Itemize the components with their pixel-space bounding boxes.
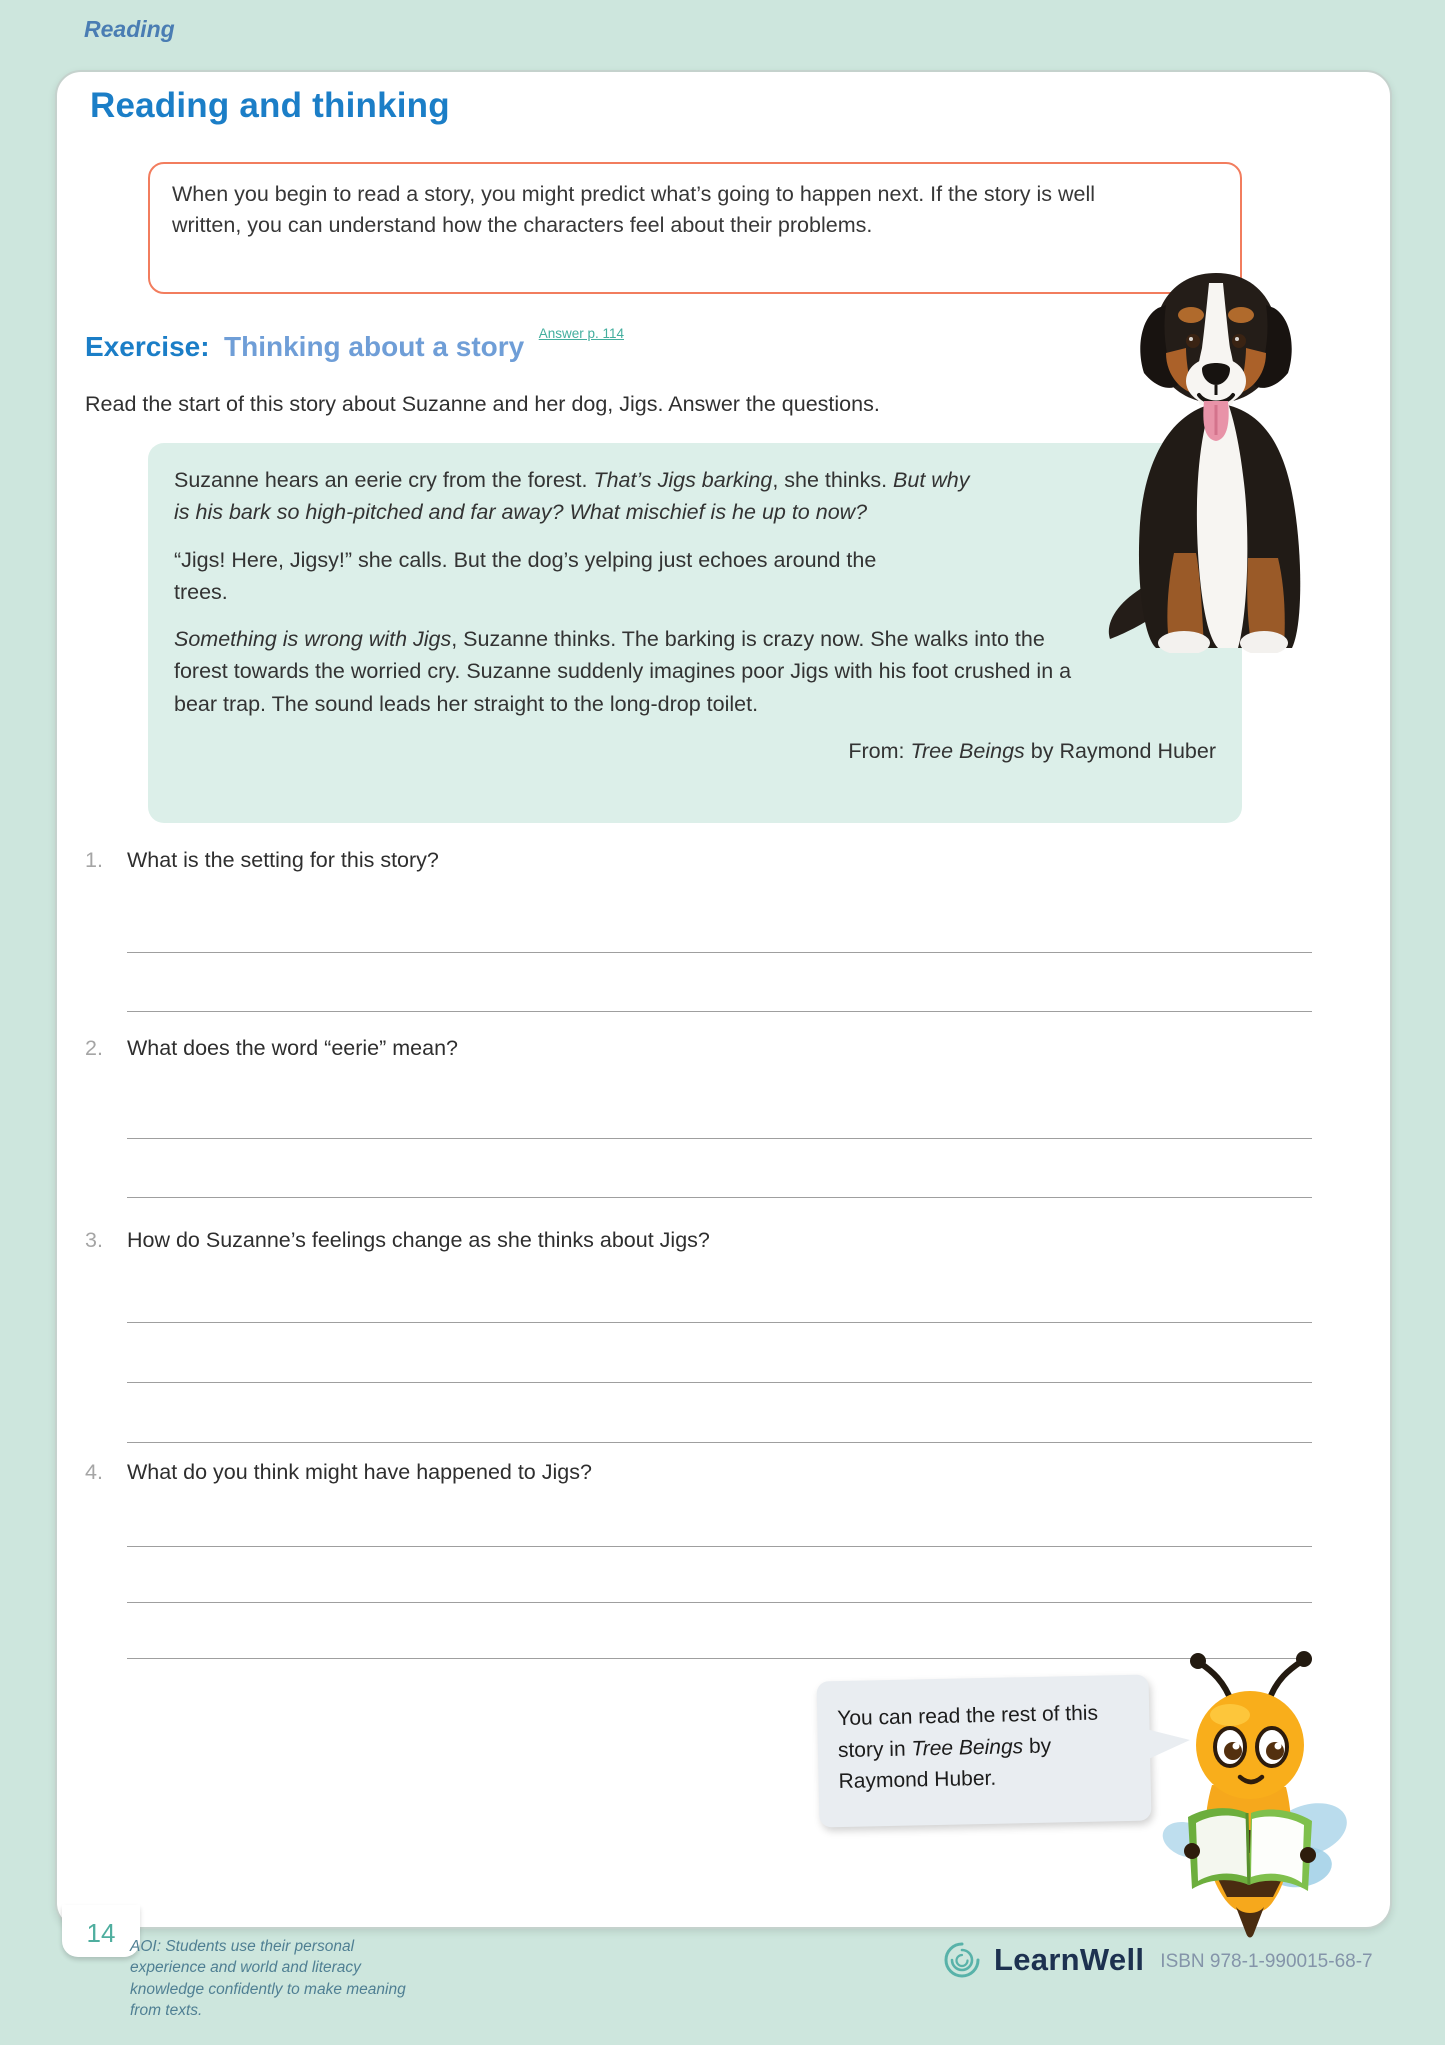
page-number: 14	[86, 1918, 116, 1948]
story-box	[148, 443, 1242, 823]
question-3	[85, 1228, 710, 1253]
exercise-heading	[85, 326, 624, 363]
answer-line	[127, 1382, 1312, 1383]
exercise-label: Exercise:	[85, 331, 210, 362]
learnwell-logo-icon	[942, 1940, 982, 1980]
page-number-tab	[62, 1905, 140, 1957]
story-paragraph: Something is wrong with Jigs, Suzanne thinks. The barking is crazy now. She walks into the forest towards the worried cry. Suzanne suddenly imagines poor Jigs with his foot crushed in a bear trap. The sound leads her straight to the long-drop toilet.	[174, 627, 1072, 716]
speech-bubble	[817, 1675, 1152, 1828]
aoi-statement: AOI: Students use their personal experience and world and literacy knowledge confidently to make meaning from texts.	[130, 1938, 406, 2020]
question-text: What does the word “eerie” mean?	[126, 1036, 459, 1060]
answer-line	[127, 1138, 1312, 1139]
answer-line	[127, 1011, 1312, 1012]
answer-page-link[interactable]: Answer p. 114	[538, 326, 624, 341]
question-text: How do Suzanne’s feelings change as she thinks about Jigs?	[126, 1228, 710, 1252]
answer-line	[127, 1197, 1312, 1198]
bee-mascot-icon	[1150, 1645, 1350, 1945]
question-number: 3.	[85, 1228, 103, 1252]
instruction-text: Read the start of this story about Suzanne and her dog, Jigs. Answer the questions.	[85, 392, 880, 416]
answer-line	[127, 1442, 1312, 1443]
story-attribution: From: Tree Beings by Raymond Huber	[848, 738, 1216, 763]
answer-line	[127, 952, 1312, 953]
question-4	[85, 1460, 592, 1485]
isbn-text: ISBN 978-1-990015-68-7	[1160, 1951, 1373, 1972]
question-text: What do you think might have happened to Jigs?	[126, 1460, 592, 1484]
speech-bubble-text: You can read the rest of this story in Tree Beings by Raymond Huber.	[837, 1701, 1099, 1794]
question-number: 2.	[85, 1036, 103, 1060]
question-number: 4.	[85, 1460, 103, 1484]
question-2	[85, 1036, 458, 1061]
story-paragraph: “Jigs! Here, Jigsy!” she calls. But the dog’s yelping just echoes around the trees.	[174, 547, 877, 604]
section-label: Reading	[84, 16, 175, 42]
answer-line	[127, 1602, 1312, 1603]
intro-text: When you begin to read a story, you might predict what’s going to happen next. If the story is well written, you can understand how the characters feel about their problems.	[172, 182, 1096, 238]
publisher-branding	[942, 1940, 1373, 1980]
answer-line	[127, 1546, 1312, 1547]
brand-name: LearnWell	[994, 1942, 1145, 1977]
exercise-title: Thinking about a story	[224, 331, 525, 362]
intro-box	[148, 162, 1242, 294]
answer-line	[127, 1322, 1312, 1323]
page-title: Reading and thinking	[90, 86, 450, 125]
question-1	[85, 848, 439, 873]
answer-line	[127, 1658, 1312, 1659]
question-text: What is the setting for this story?	[126, 848, 439, 872]
question-number: 1.	[85, 848, 103, 872]
story-paragraph: Suzanne hears an eerie cry from the forest. That’s Jigs barking, she thinks. But why is his bark so high-pitched and far away? What mischief is he up to now?	[174, 468, 970, 525]
dog-photo	[1096, 253, 1336, 653]
